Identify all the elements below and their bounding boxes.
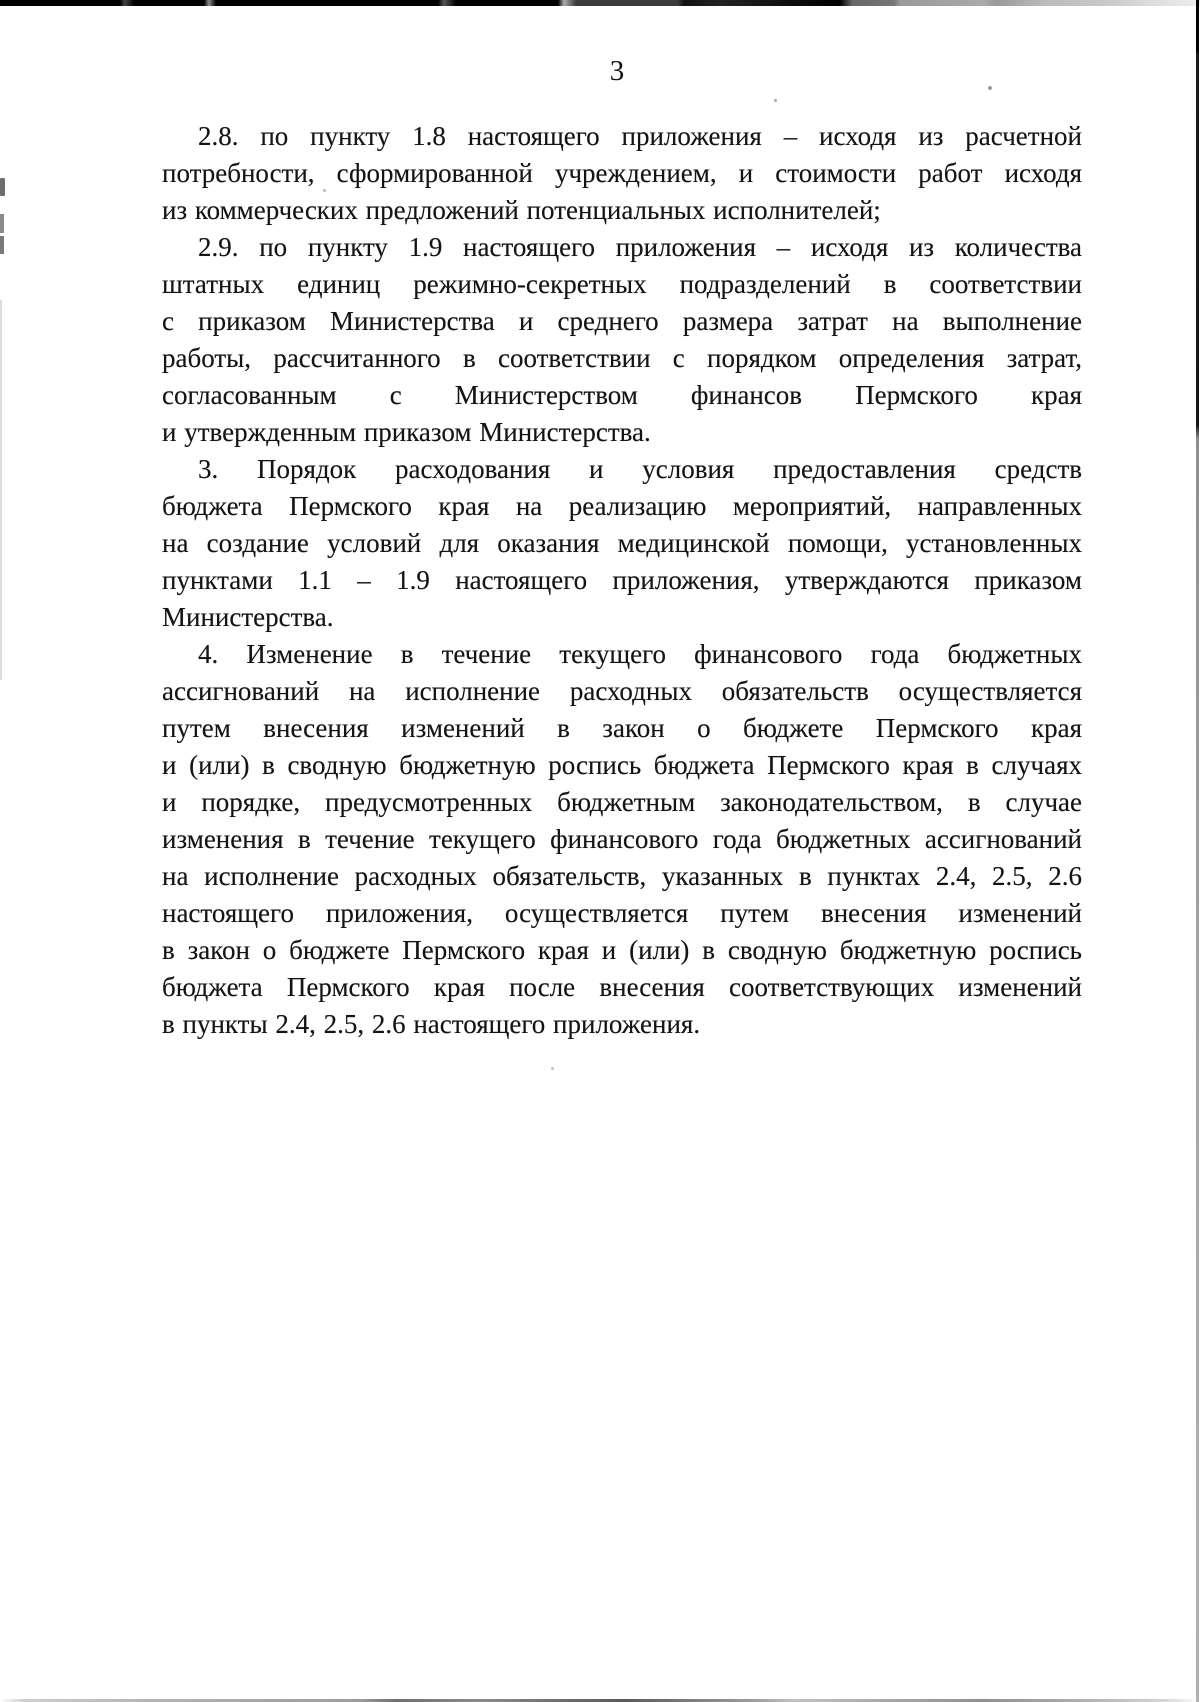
text-line: потребности, сформированной учреждением, и стоимости работ исходя [162,158,1082,188]
scan-left-strip [0,300,2,680]
text-line: согласованным с Министерством финансов Пермского края [162,380,1082,410]
scan-left-mark [0,178,5,196]
paragraph-3 [162,451,1082,636]
text-line: и утвержденным приказом Министерства. [162,417,651,447]
text-line: Министерства. [162,602,334,632]
text-line: 4. Изменение в течение текущего финансового года бюджетных [198,639,1082,669]
text-line: 2.8. по пункту 1.8 настоящего приложения – исходя из расчетной [198,121,1082,151]
text-line: в закон о бюджете Пермского края и (или) в сводную бюджетную роспись [162,935,1082,965]
text-line: штатных единиц режимно-секретных подразделений в соответствии [162,269,1082,299]
text-line: бюджета Пермского края после внесения соответствующих изменений [162,972,1082,1002]
text-line: и (или) в сводную бюджетную роспись бюджета Пермского края в случаях [162,750,1082,780]
text-line: на исполнение расходных обязательств, указанных в пунктах 2.4, 2.5, 2.6 [162,861,1082,891]
scan-top-edge-artifact [0,0,1200,6]
scan-speck [551,1067,554,1070]
text-line: 2.9. по пункту 1.9 настоящего приложения – исходя из количества [198,232,1082,262]
scan-speck [774,99,777,102]
text-line: изменения в течение текущего финансового года бюджетных ассигнований [162,824,1082,854]
scan-right-edge-artifact [1196,0,1199,1702]
paragraph-2-9 [162,229,1082,451]
paragraph-2-8 [162,118,1082,229]
text-line: настоящего приложения, осуществляется путем внесения изменений [162,898,1082,928]
scan-left-mark [0,214,4,233]
text-line: и порядке, предусмотренных бюджетным законодательством, в случае [162,787,1082,817]
text-line: на создание условий для оказания медицинской помощи, установленных [162,528,1082,558]
text-line: пунктами 1.1 – 1.9 настоящего приложения, утверждаются приказом [162,565,1082,595]
page-number: 3 [609,55,625,87]
text-line: с приказом Министерства и среднего размера затрат на выполнение [162,306,1082,336]
text-line: ассигнований на исполнение расходных обязательств осуществляется [162,676,1082,706]
text-line: работы, рассчитанного в соответствии с порядком определения затрат, [162,343,1082,373]
text-line: путем внесения изменений в закон о бюджете Пермского края [162,713,1082,743]
scan-left-mark [0,236,4,254]
text-line: 3. Порядок расходования и условия предоставления средств [198,454,1082,484]
document-body [162,118,1082,1043]
text-line: из коммерческих предложений потенциальных исполнителей; [162,195,881,225]
text-line: бюджета Пермского края на реализацию мероприятий, направленных [162,491,1082,521]
paragraph-4 [162,636,1082,1043]
text-line: в пункты 2.4, 2.5, 2.6 настоящего приложения. [162,1009,701,1039]
